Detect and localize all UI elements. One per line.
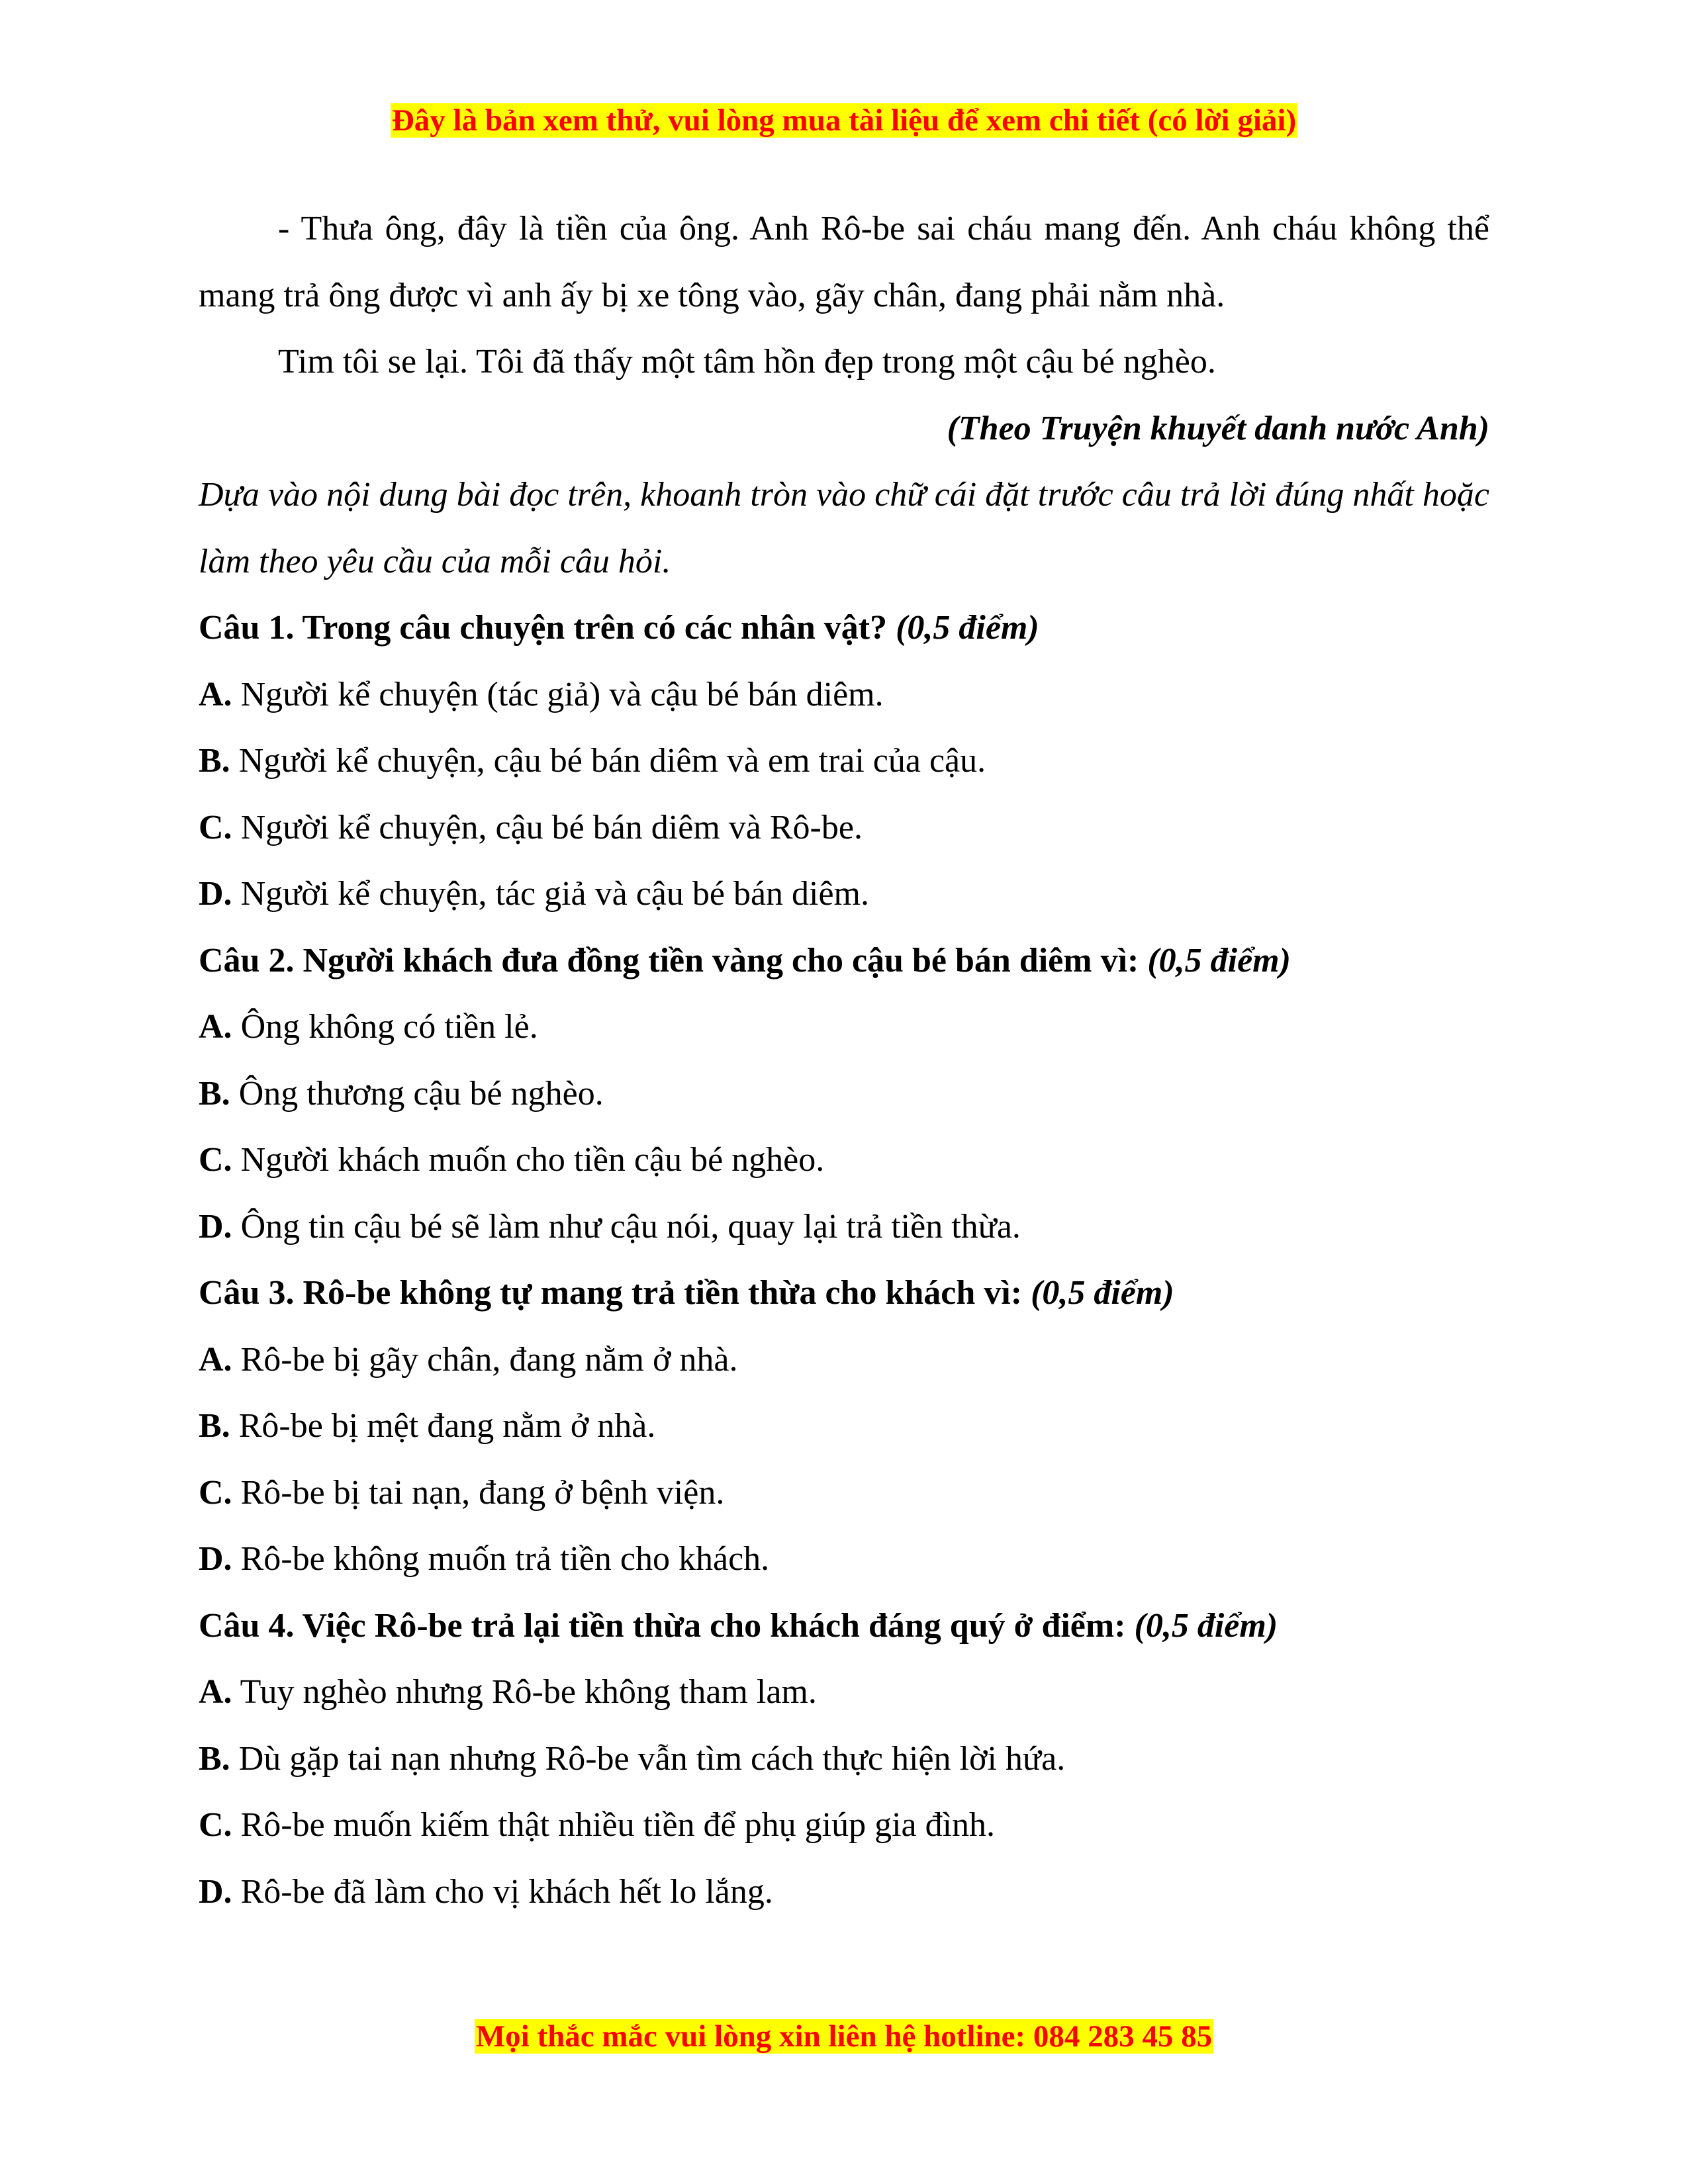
question-3-text: Câu 3. Rô-be không tự mang trả tiền thừa cho khách vì: [199, 1274, 1031, 1312]
hotline-notice [0, 2017, 1688, 2056]
option-text: Người kể chuyện (tác giả) và cậu bé bán diêm. [232, 675, 884, 713]
option-text: Rô-be muốn kiếm thật nhiều tiền để phụ giúp gia đình. [232, 1806, 996, 1844]
question-2-points: (0,5 điểm) [1147, 941, 1291, 979]
option-text: Người kể chuyện, cậu bé bán diêm và Rô-be. [232, 808, 863, 846]
question-3-option-a [199, 1327, 1489, 1394]
question-3-points: (0,5 điểm) [1031, 1274, 1174, 1312]
question-1-option-b [199, 728, 1489, 795]
question-4-points: (0,5 điểm) [1134, 1606, 1278, 1645]
question-1-option-d [199, 861, 1489, 928]
option-text: Người khách muốn cho tiền cậu bé nghèo. [232, 1141, 825, 1179]
option-letter: A. [199, 1008, 232, 1046]
question-2-title [199, 928, 1489, 995]
option-text: Dù gặp tai nạn nhưng Rô-be vẫn tìm cách thực hiện lời hứa. [230, 1739, 1066, 1778]
question-1-text: Câu 1. Trong câu chuyện trên có các nhân vật? [199, 609, 896, 647]
question-2-option-c [199, 1127, 1489, 1194]
question-2-option-b [199, 1061, 1489, 1128]
question-3-option-d [199, 1526, 1489, 1593]
option-letter: C. [199, 808, 232, 846]
question-3-option-b [199, 1393, 1489, 1460]
option-letter: B. [199, 742, 230, 780]
question-1-points: (0,5 điểm) [896, 609, 1039, 647]
preview-notice-text: Đây là bản xem thử, vui lòng mua tài liệu để xem chi tiết (có lời giải) [391, 103, 1297, 138]
option-letter: C. [199, 1141, 232, 1179]
option-letter: A. [199, 1340, 232, 1379]
option-letter: C. [199, 1806, 232, 1844]
option-letter: D. [199, 875, 232, 913]
option-text: Ông tin cậu bé sẽ làm như cậu nói, quay lại trả tiền thừa. [232, 1207, 1021, 1246]
option-letter: B. [199, 1407, 230, 1445]
instruction: Dựa vào nội dung bài đọc trên, khoanh tròn vào chữ cái đặt trước câu trả lời đúng nhất hoặc làm theo yêu cầu của mỗi câu hỏi. [199, 476, 1489, 580]
option-letter: D. [199, 1540, 232, 1578]
option-text: Rô-be bị tai nạn, đang ở bệnh viện. [232, 1473, 725, 1512]
hotline-notice-text: Mọi thắc mắc vui lòng xin liên hệ hotline: 084 283 45 85 [475, 2019, 1213, 2054]
option-text: Rô-be đã làm cho vị khách hết lo lắng. [232, 1872, 773, 1911]
option-text: Người kể chuyện, cậu bé bán diêm và em trai của cậu. [230, 742, 986, 780]
question-3-option-c [199, 1460, 1489, 1527]
option-letter: D. [199, 1207, 232, 1246]
question-4-title [199, 1593, 1489, 1660]
option-letter: A. [199, 675, 232, 713]
option-text: Ông không có tiền lẻ. [232, 1008, 538, 1046]
option-letter: B. [199, 1739, 230, 1778]
option-letter: A. [199, 1673, 232, 1711]
story-paragraph-2: Tim tôi se lại. Tôi đã thấy một tâm hồn đẹp trong một cậu bé nghèo. [278, 343, 1216, 381]
question-3-title [199, 1260, 1489, 1327]
option-text: Rô-be không muốn trả tiền cho khách. [232, 1540, 770, 1578]
preview-notice [0, 101, 1688, 140]
document-body [199, 196, 1489, 1925]
question-4-text: Câu 4. Việc Rô-be trả lại tiền thừa cho khách đáng quý ở điểm: [199, 1606, 1135, 1645]
question-1-option-a [199, 662, 1489, 729]
question-1-option-c [199, 795, 1489, 862]
question-2-option-d [199, 1194, 1489, 1261]
option-text: Ông thương cậu bé nghèo. [230, 1074, 604, 1113]
option-text: Tuy nghèo nhưng Rô-be không tham lam. [232, 1673, 817, 1711]
question-4-option-c [199, 1792, 1489, 1859]
option-letter: B. [199, 1074, 230, 1113]
story-paragraph-1: - Thưa ông, đây là tiền của ông. Anh Rô-be sai cháu mang đến. Anh cháu không thể mang trả ông được vì anh ấy bị xe tông vào, gãy chân, đang phải nằm nhà. [199, 210, 1489, 314]
question-2-option-a [199, 994, 1489, 1061]
option-text: Rô-be bị gãy chân, đang nằm ở nhà. [232, 1340, 738, 1379]
option-letter: C. [199, 1473, 232, 1512]
option-text: Rô-be bị mệt đang nằm ở nhà. [230, 1407, 656, 1445]
question-4-option-a [199, 1659, 1489, 1726]
question-4-option-d [199, 1859, 1489, 1926]
option-letter: D. [199, 1872, 232, 1911]
question-2-text: Câu 2. Người khách đưa đồng tiền vàng cho cậu bé bán diêm vì: [199, 941, 1148, 979]
question-1-title [199, 595, 1489, 662]
question-4-option-b [199, 1726, 1489, 1793]
option-text: Người kể chuyện, tác giả và cậu bé bán diêm. [232, 875, 869, 913]
story-source: (Theo Truyện khuyết danh nước Anh) [947, 409, 1489, 447]
